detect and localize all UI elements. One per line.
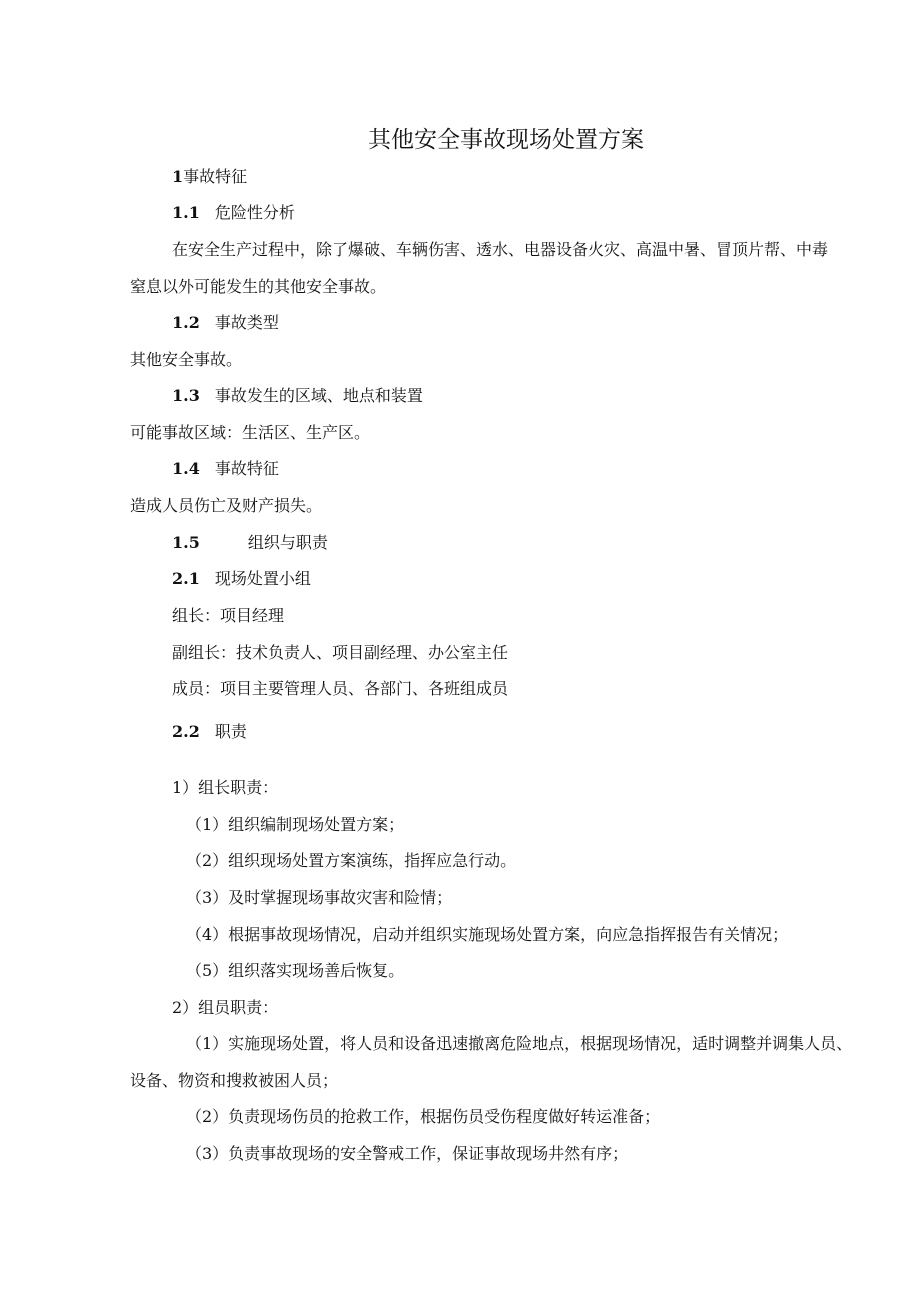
team-leader-line: 组长：项目经理 [172,606,285,625]
leader-duties-heading: 1）组长职责： [172,778,279,797]
section-1-2-heading [172,313,279,333]
list-item-line: （1）实施现场处置，将人员和设备迅速撤离危险地点，根据现场情况，适时调整并调集人员、 [186,1034,853,1053]
body-paragraph: 造成人员伤亡及财产损失。 [130,496,323,515]
section-number: 1.5 [172,533,200,552]
section-title: 职责 [214,722,247,741]
section-number: 1.1 [172,203,200,222]
member-duties-heading: 2）组员职责： [172,998,279,1017]
section-1-3-heading [172,386,423,406]
section-2-2-heading [172,722,247,742]
list-item: （2）负责现场伤员的抢救工作，根据伤员受伤程度做好转运准备； [186,1107,661,1126]
section-2-1-heading [172,569,311,589]
section-1-5-heading [172,533,328,553]
body-paragraph-line: 在安全生产过程中，除了爆破、车辆伤害、透水、电器设备火灾、高温中暑、冒顶片帮、中毒 [172,240,829,259]
section-number: 1.4 [172,459,200,478]
section-number: 1.2 [172,313,200,332]
section-title: 危险性分析 [214,203,295,222]
section-title: 事故发生的区域、地点和装置 [214,386,423,405]
list-item: （2）组织现场处置方案演练，指挥应急行动。 [186,851,517,870]
section-number: 2.2 [172,722,200,741]
list-item-line: 设备、物资和搜救被困人员； [130,1071,339,1090]
section-number: 2.1 [172,569,200,588]
list-item: （5）组织落实现场善后恢复。 [186,961,405,980]
body-paragraph: 可能事故区域：生活区、生产区。 [130,423,371,442]
list-item: （3）及时掌握现场事故灾害和险情； [186,888,453,907]
section-number: 1.3 [172,386,200,405]
section-title: 事故特征 [214,459,279,478]
section-number: 1 [172,167,184,186]
body-paragraph: 其他安全事故。 [130,350,243,369]
section-1-heading [172,167,247,187]
team-deputy-line: 副组长：技术负责人、项目副经理、办公室主任 [172,643,509,662]
section-1-1-heading [172,203,295,223]
list-item: （3）负责事故现场的安全警戒工作，保证事故现场井然有序； [186,1144,629,1163]
body-paragraph-line: 窒息以外可能发生的其他安全事故。 [130,277,387,296]
section-title: 组织与职责 [247,533,328,552]
section-1-4-heading [172,459,279,479]
section-title: 事故类型 [214,313,279,332]
document-title: 其他安全事故现场处置方案 [368,127,644,153]
list-item: （1）组织编制现场处置方案； [186,815,405,834]
team-members-line: 成员：项目主要管理人员、各部门、各班组成员 [172,679,509,698]
section-title: 现场处置小组 [214,569,311,588]
section-title: 事故特征 [183,167,248,186]
list-item: （4）根据事故现场情况，启动并组织实施现场处置方案，向应急指挥报告有关情况； [186,925,789,944]
